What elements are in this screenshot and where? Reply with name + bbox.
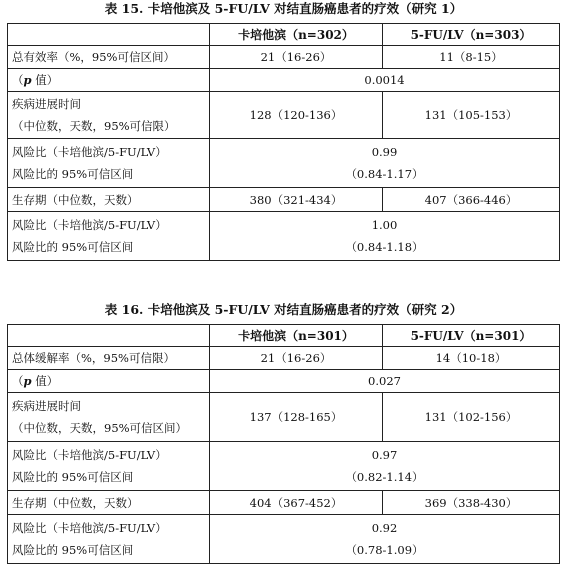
cell-capecitabine: 21（16-26） (210, 347, 383, 370)
header-row (8, 24, 560, 46)
row-label (8, 442, 210, 491)
table-row-hazard-ratio-ttp (8, 442, 560, 491)
table-15 (7, 23, 560, 261)
ci-value: （0.84-1.17） (345, 167, 424, 181)
hr-label: 风险比（卡培他滨/5-FU/LV） (12, 521, 167, 535)
row-label-line2: （中位数，天数，95%可信区间） (12, 421, 188, 435)
ci-value: （0.84-1.18） (345, 240, 424, 254)
row-label (8, 212, 210, 261)
cell-capecitabine: 404（367-452） (210, 491, 383, 515)
row-label (8, 393, 210, 442)
hr-value: 0.97 (371, 448, 398, 462)
ci-label: 风险比的 95%可信区间 (12, 240, 134, 254)
row-label (8, 92, 210, 139)
cell-p-value: 0.027 (210, 370, 560, 393)
table-15-caption: 表 15. 卡培他滨及 5-FU/LV 对结直肠癌患者的疗效（研究 1） (104, 1, 463, 16)
table-row-response-rate (8, 46, 560, 69)
p-open: （ (12, 73, 24, 87)
cell-hazard-ratio (210, 515, 560, 564)
row-label-line1: 疾病进展时间 (12, 399, 81, 413)
p-open: （ (12, 374, 24, 388)
row-label-line1: 疾病进展时间 (12, 97, 81, 111)
cell-5fu-lv: 14（10-18） (383, 347, 560, 370)
hr-value: 1.00 (371, 218, 398, 232)
p-close: 值） (31, 374, 59, 388)
hr-value: 0.99 (371, 145, 398, 159)
table-row-survival (8, 188, 560, 212)
ci-label: 风险比的 95%可信区间 (12, 543, 134, 557)
cell-capecitabine: 380（321-434） (210, 188, 383, 212)
table-row-response-rate (8, 347, 560, 370)
cell-hazard-ratio (210, 212, 560, 261)
row-label (8, 69, 210, 92)
table-row-survival (8, 491, 560, 515)
table-row-hazard-ratio-os (8, 212, 560, 261)
header-5fu-lv: 5-FU/LV（n=301） (383, 325, 560, 347)
table-row-ttp (8, 92, 560, 139)
cell-5fu-lv: 407（366-446） (383, 188, 560, 212)
table-row-p-value (8, 69, 560, 92)
table-16-caption: 表 16. 卡培他滨及 5-FU/LV 对结直肠癌患者的疗效（研究 2） (104, 302, 463, 317)
p-close: 值） (31, 73, 59, 87)
ci-value: （0.82-1.14） (345, 470, 424, 484)
header-empty-cell (8, 24, 210, 46)
header-capecitabine: 卡培他滨（n=302） (210, 24, 383, 46)
cell-capecitabine: 21（16-26） (210, 46, 383, 69)
cell-5fu-lv: 11（8-15） (383, 46, 560, 69)
table-row-p-value (8, 370, 560, 393)
table-row-hazard-ratio-os (8, 515, 560, 564)
row-label (8, 515, 210, 564)
row-label: 总有效率（%，95%可信区间） (8, 46, 210, 69)
row-label: 总体缓解率（%，95%可信限） (8, 347, 210, 370)
cell-capecitabine: 137（128-165） (210, 393, 383, 442)
row-label (8, 370, 210, 393)
table-16 (7, 324, 560, 564)
cell-hazard-ratio (210, 442, 560, 491)
row-label: 生存期（中位数，天数） (8, 188, 210, 212)
hr-label: 风险比（卡培他滨/5-FU/LV） (12, 218, 167, 232)
ci-label: 风险比的 95%可信区间 (12, 167, 134, 181)
row-label: 生存期（中位数，天数） (8, 491, 210, 515)
row-label-line2: （中位数，天数，95%可信限） (12, 119, 176, 133)
cell-p-value: 0.0014 (210, 69, 560, 92)
row-label (8, 139, 210, 188)
hr-value: 0.92 (371, 521, 398, 535)
header-capecitabine: 卡培他滨（n=301） (210, 325, 383, 347)
p-letter: p (23, 374, 32, 388)
header-row (8, 325, 560, 347)
p-letter: p (23, 73, 32, 87)
cell-5fu-lv: 131（105-153） (383, 92, 560, 139)
ci-value: （0.78-1.09） (345, 543, 424, 557)
header-5fu-lv: 5-FU/LV（n=303） (383, 24, 560, 46)
cell-hazard-ratio (210, 139, 560, 188)
header-empty-cell (8, 325, 210, 347)
table-row-hazard-ratio-ttp (8, 139, 560, 188)
hr-label: 风险比（卡培他滨/5-FU/LV） (12, 145, 167, 159)
cell-capecitabine: 128（120-136） (210, 92, 383, 139)
cell-5fu-lv: 131（102-156） (383, 393, 560, 442)
ci-label: 风险比的 95%可信区间 (12, 470, 134, 484)
hr-label: 风险比（卡培他滨/5-FU/LV） (12, 448, 167, 462)
table-row-ttp (8, 393, 560, 442)
cell-5fu-lv: 369（338-430） (383, 491, 560, 515)
